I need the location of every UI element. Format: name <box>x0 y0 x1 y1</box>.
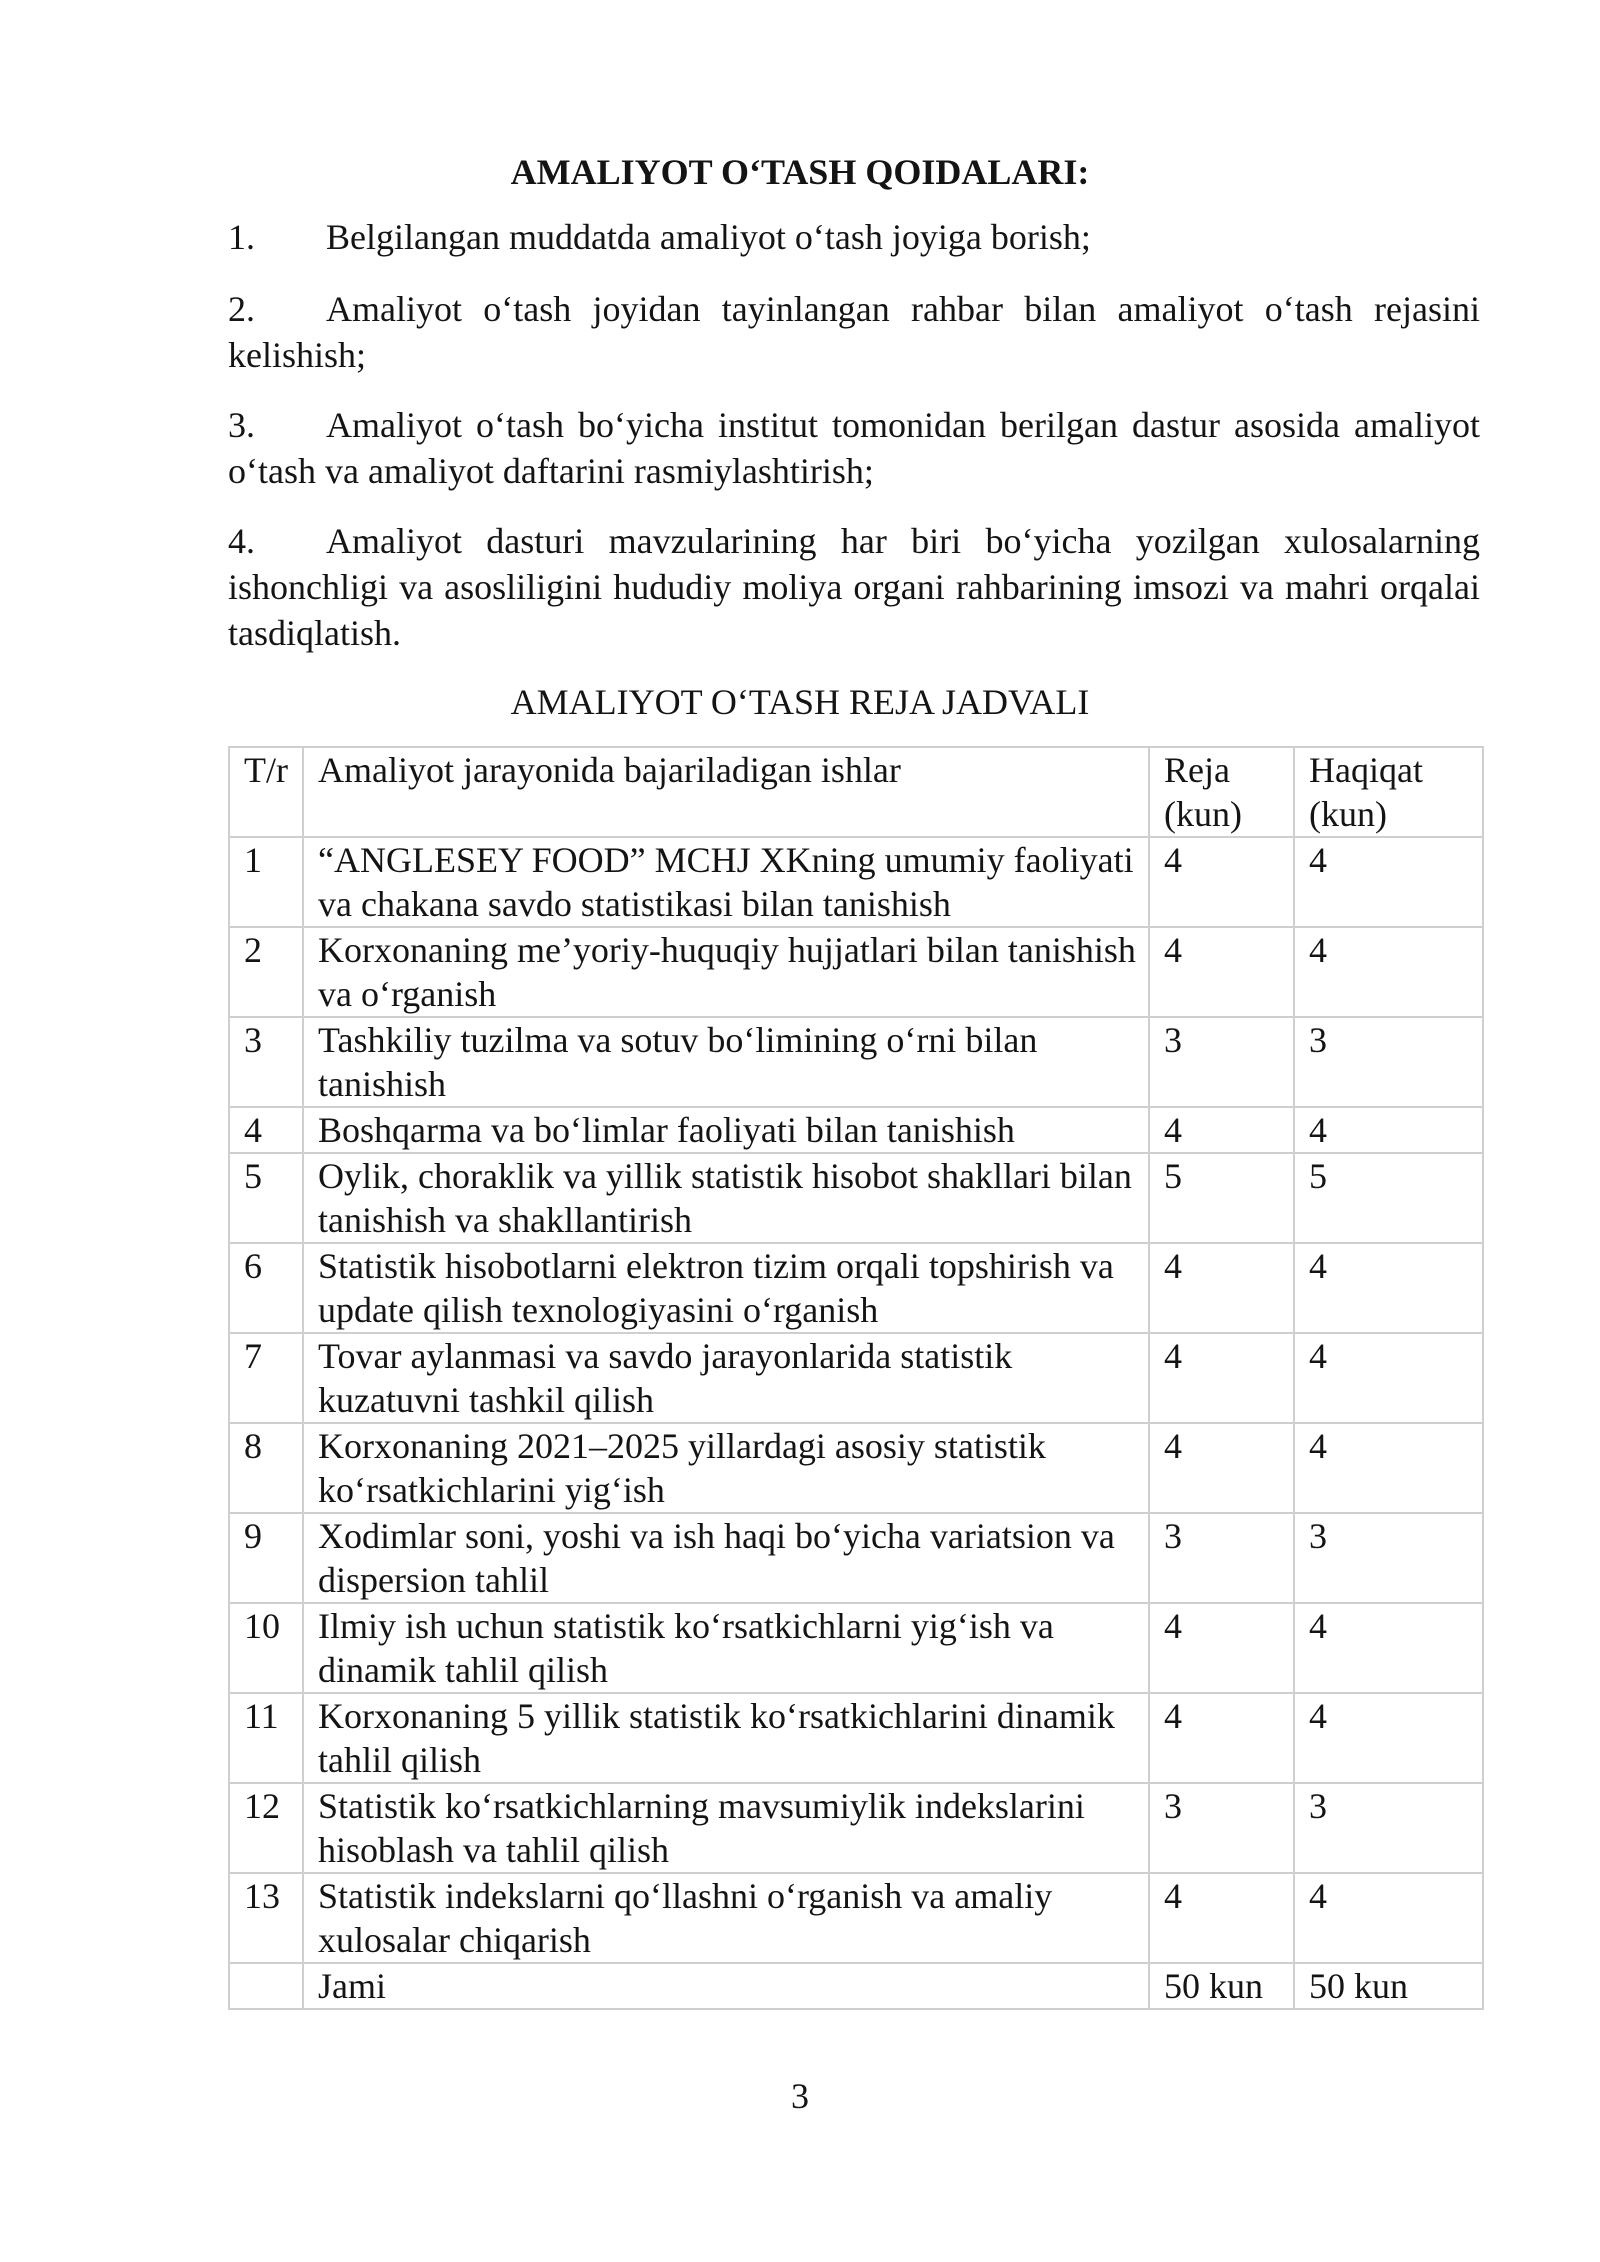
page-number: 3 <box>791 2076 809 2116</box>
rule-number: 3. <box>228 405 255 445</box>
row-actual-days: 3 <box>1294 1513 1483 1603</box>
row-work: “ANGLESEY FOOD” MCHJ XKning umumiy faoliyati va chakana savdo statistikasi bilan tanishish <box>303 837 1149 927</box>
row-plan-days: 4 <box>1149 1693 1294 1783</box>
table-row <box>229 1333 1483 1423</box>
row-number: 9 <box>229 1513 303 1603</box>
table-row <box>229 1107 1483 1153</box>
table-row <box>229 927 1483 1017</box>
table-row <box>229 1873 1483 1963</box>
rule-number: 1. <box>228 217 255 257</box>
row-number: 10 <box>229 1603 303 1693</box>
rule-number: 2. <box>228 289 255 329</box>
table-row <box>229 1153 1483 1243</box>
table-row <box>229 1243 1483 1333</box>
row-plan-days: 3 <box>1149 1017 1294 1107</box>
total-actual-days: 50 kun <box>1294 1963 1483 2009</box>
rule-text: Amaliyot o‘tash bo‘yicha institut tomonidan berilgan dastur asosida amaliyot o‘tash va amaliyot daftarini rasmiylashtirish; <box>228 405 1480 491</box>
row-number: 5 <box>229 1153 303 1243</box>
row-number: 8 <box>229 1423 303 1513</box>
rule-text: Amaliyot o‘tash joyidan tayinlangan rahbar bilan amaliyot o‘tash rejasini kelishish; <box>228 289 1480 375</box>
header-number: T/r <box>229 747 303 837</box>
row-plan-days: 4 <box>1149 1423 1294 1513</box>
row-number: 13 <box>229 1873 303 1963</box>
rule-item-3 <box>228 402 1480 494</box>
row-plan-days: 4 <box>1149 1333 1294 1423</box>
table-row <box>229 837 1483 927</box>
row-actual-days: 3 <box>1294 1783 1483 1873</box>
rule-item-4 <box>228 518 1480 656</box>
table-header-row <box>229 747 1483 837</box>
row-plan-days: 4 <box>1149 1243 1294 1333</box>
row-actual-days: 4 <box>1294 1423 1483 1513</box>
row-actual-days: 4 <box>1294 1107 1483 1153</box>
rule-number: 4. <box>228 521 255 561</box>
row-work: Statistik ko‘rsatkichlarning mavsumiylik indekslarini hisoblash va tahlil qilish <box>303 1783 1149 1873</box>
row-work: Tashkiliy tuzilma va sotuv bo‘limining o‘rni bilan tanishish <box>303 1017 1149 1107</box>
table-row <box>229 1603 1483 1693</box>
table-row <box>229 1017 1483 1107</box>
row-number: 2 <box>229 927 303 1017</box>
rule-item-2 <box>228 286 1480 378</box>
total-number <box>229 1963 303 2009</box>
table-row <box>229 1693 1483 1783</box>
row-plan-days: 4 <box>1149 1107 1294 1153</box>
header-work: Amaliyot jarayonida bajariladigan ishlar <box>303 747 1149 837</box>
total-label: Jami <box>303 1963 1149 2009</box>
row-work: Korxonaning 2021–2025 yillardagi asosiy statistik ko‘rsatkichlarini yig‘ish <box>303 1423 1149 1513</box>
rule-item-1 <box>228 214 1480 260</box>
row-work: Ilmiy ish uchun statistik ko‘rsatkichlarni yig‘ish va dinamik tahlil qilish <box>303 1603 1149 1693</box>
row-actual-days: 4 <box>1294 837 1483 927</box>
row-actual-days: 4 <box>1294 1603 1483 1693</box>
row-plan-days: 4 <box>1149 1603 1294 1693</box>
row-number: 7 <box>229 1333 303 1423</box>
row-plan-days: 3 <box>1149 1783 1294 1873</box>
rule-text: Amaliyot dasturi mavzularining har biri bo‘yicha yozilgan xulosalarning ishonchligi va asosliligini hududiy moliya organi rahbarining imsozi va mahri orqalai tasdiqlatish. <box>228 521 1480 653</box>
row-actual-days: 3 <box>1294 1017 1483 1107</box>
row-work: Xodimlar soni, yoshi va ish haqi bo‘yicha variatsion va dispersion tahlil <box>303 1513 1149 1603</box>
header-plan-days: Reja (kun) <box>1149 747 1294 837</box>
row-work: Korxonaning me’yoriy-huquqiy hujjatlari bilan tanishish va o‘rganish <box>303 927 1149 1017</box>
plan-table <box>228 746 1484 2010</box>
row-work: Oylik, choraklik va yillik statistik hisobot shakllari bilan tanishish va shakllantirish <box>303 1153 1149 1243</box>
page-title: AMALIYOT O‘TASH QOIDALARI: <box>510 152 1090 192</box>
row-number: 6 <box>229 1243 303 1333</box>
row-actual-days: 4 <box>1294 1693 1483 1783</box>
row-work: Korxonaning 5 yillik statistik ko‘rsatkichlarini dinamik tahlil qilish <box>303 1693 1149 1783</box>
row-actual-days: 4 <box>1294 1873 1483 1963</box>
row-actual-days: 5 <box>1294 1153 1483 1243</box>
row-plan-days: 4 <box>1149 927 1294 1017</box>
row-work: Tovar aylanmasi va savdo jarayonlarida statistik kuzatuvni tashkil qilish <box>303 1333 1149 1423</box>
row-actual-days: 4 <box>1294 927 1483 1017</box>
row-number: 3 <box>229 1017 303 1107</box>
table-title: AMALIYOT O‘TASH REJA JADVALI <box>510 682 1090 722</box>
row-number: 11 <box>229 1693 303 1783</box>
header-actual-days: Haqiqat (kun) <box>1294 747 1483 837</box>
table-row <box>229 1783 1483 1873</box>
row-actual-days: 4 <box>1294 1333 1483 1423</box>
row-work: Boshqarma va bo‘limlar faoliyati bilan tanishish <box>303 1107 1149 1153</box>
row-actual-days: 4 <box>1294 1243 1483 1333</box>
row-plan-days: 5 <box>1149 1153 1294 1243</box>
row-number: 1 <box>229 837 303 927</box>
row-number: 4 <box>229 1107 303 1153</box>
table-total-row <box>229 1963 1483 2009</box>
row-plan-days: 4 <box>1149 1873 1294 1963</box>
table-row <box>229 1423 1483 1513</box>
row-plan-days: 3 <box>1149 1513 1294 1603</box>
row-plan-days: 4 <box>1149 837 1294 927</box>
row-number: 12 <box>229 1783 303 1873</box>
table-row <box>229 1513 1483 1603</box>
row-work: Statistik indekslarni qo‘llashni o‘rganish va amaliy xulosalar chiqarish <box>303 1873 1149 1963</box>
total-plan-days: 50 kun <box>1149 1963 1294 2009</box>
row-work: Statistik hisobotlarni elektron tizim orqali topshirish va update qilish texnologiyasini o‘rganish <box>303 1243 1149 1333</box>
rule-text: Belgilangan muddatda amaliyot o‘tash joyiga borish; <box>326 217 1091 257</box>
